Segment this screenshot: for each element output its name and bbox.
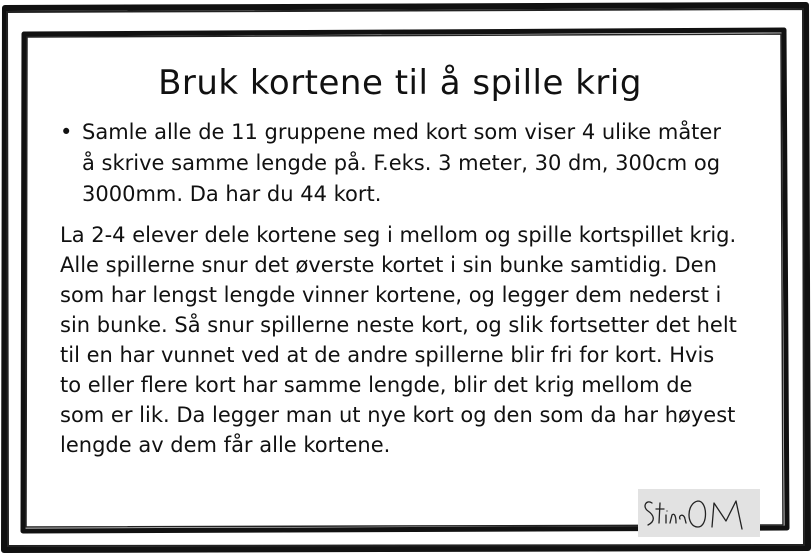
instruction-text: Samle alle de 11 gruppene med kort som viser 4 ulike måter å skrive samme lengde på. F.eks. 3 meter, 30 dm, 300cm og 3000mm. Da har du 44 kort. — [82, 120, 721, 206]
instruction-item — [60, 117, 740, 210]
worksheet-title: Bruk kortene til å spille krig — [158, 63, 642, 103]
bullet-icon: • — [60, 120, 73, 144]
worksheet-content — [60, 55, 740, 460]
game-rules-paragraph: La 2-4 elever dele kortene seg i mellom og spille kortspillet krig. Alle spillerne snur det øverste kortet i sin bunke samtidig. Den som har lengst lengde vinner kortene, og legger dem nederst i sin bunke. Så snur spillerne neste kort, og slik fortsetter det helt til en har vunnet ved at de andre spillerne blir fri for kort. Hvis to eller flere kort har samme lengde, blir det krig mellom de som er lik. Da legger man ut nye kort og den som da har høyest lengde av dem får alle kortene. — [60, 223, 737, 457]
signature-handwriting — [638, 489, 760, 537]
instruction-list — [60, 117, 740, 210]
signature-stamp — [638, 489, 760, 537]
